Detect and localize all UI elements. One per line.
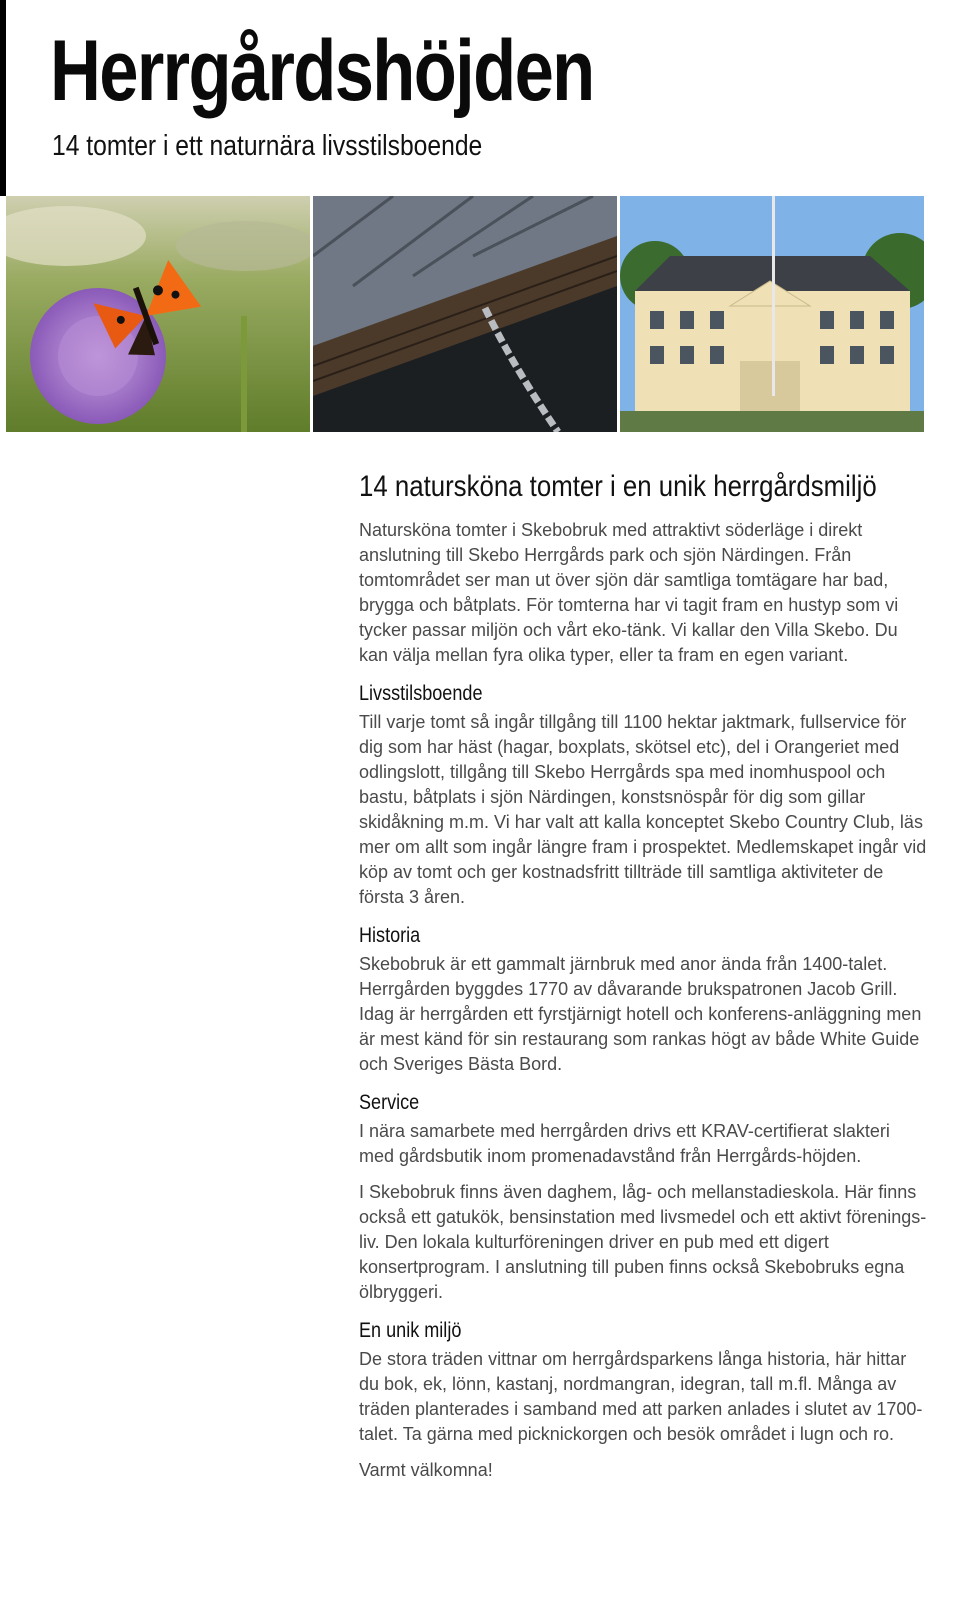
manor-house-photo (620, 196, 924, 432)
section-heading: Livsstilsboende (359, 682, 483, 705)
section-paragraph: De stora träden vittnar om herrgårdsparkens långa historia, här hittar du bok, ek, lönn, kastanj, nordmangran, idegran, tall m.fl. Många av träden planterades i samband med att parken anlades i slutet av 1700-talet. Ta gärna med picknickorgen och besök området i lugn och ro. (359, 1349, 923, 1444)
section-paragraph: Skebobruk är ett gammalt järnbruk med anor ända från 1400-talet. Herrgården byggdes 1770 av dåvarande brukspatronen Jacob Grill. Idag är herrgården ett fyrstjärnigt hotell och konferens-anläggning men är mest känd för sin restaurang som rankas högt av både White Guide och Sveriges Bästa Bord. (359, 954, 922, 1074)
wooden-dock-chain-photo (313, 196, 617, 432)
section-heading: Service (359, 1091, 420, 1114)
section-paragraph: I nära samarbete med herrgården drivs ett KRAV-certifierat slakteri med gårdsbutik inom promenadavstånd från Herrgårds-höjden. (359, 1121, 890, 1166)
page-title: Herrgårdshöjden (50, 23, 594, 119)
article (359, 470, 929, 1483)
photo-strip (6, 196, 924, 432)
section-heading: Historia (359, 924, 421, 947)
intro-paragraph: Natursköna tomter i Skebobruk med attraktivt söderläge i direkt anslutning till Skebo Herrgårds park och sjön Närdingen. Från tomtområdet ser man ut över sjön där samtliga tomtägare har bad, brygga och båtplats. För tomterna har vi tagit fram en hustyp som vi tycker passar miljön och vårt eko-tänk. Vi kallar den Villa Skebo. Du kan välja mellan fyra olika typer, eller ta fram en egen variant. (359, 520, 899, 665)
page-subtitle: 14 tomter i ett naturnära livsstilsboende (52, 130, 483, 162)
section-paragraph: I Skebobruk finns även daghem, låg- och mellanstadieskola. Här finns också ett gatukök, bensinstation med livsmedel och ett aktivt förenings-liv. Den lokala kulturföreningen driver en pub med ett digert konsertprogram. I anslutning till puben finns också Skebobruks egna ölbryggeri. (359, 1182, 927, 1302)
butterfly-on-flower-photo (6, 196, 310, 432)
left-margin-rule (0, 0, 6, 196)
closing-text: Varmt välkomna! (359, 1460, 493, 1480)
section-heading: En unik miljö (359, 1319, 462, 1342)
section-paragraph: Till varje tomt så ingår tillgång till 1100 hektar jaktmark, fullservice för dig som har häst (hagar, boxplats, skötsel etc), del i Orangeriet med odlingslott, tillgång till Skebo Herrgårds spa med inomhuspool och bastu, båtplats i sjön Närdingen, konstsnöspår för dig som gillar skidåkning m.m. Vi har valt att kalla konceptet Skebo Country Club, läs mer om allt som ingår längre fram i prospektet. Medlemskapet ingår vid köp av tomt och ger kostnadsfritt tillträde till samtliga aktiviteter de första 3 åren. (359, 712, 927, 907)
article-heading: 14 natursköna tomter i en unik herrgårdsmiljö (359, 470, 877, 503)
